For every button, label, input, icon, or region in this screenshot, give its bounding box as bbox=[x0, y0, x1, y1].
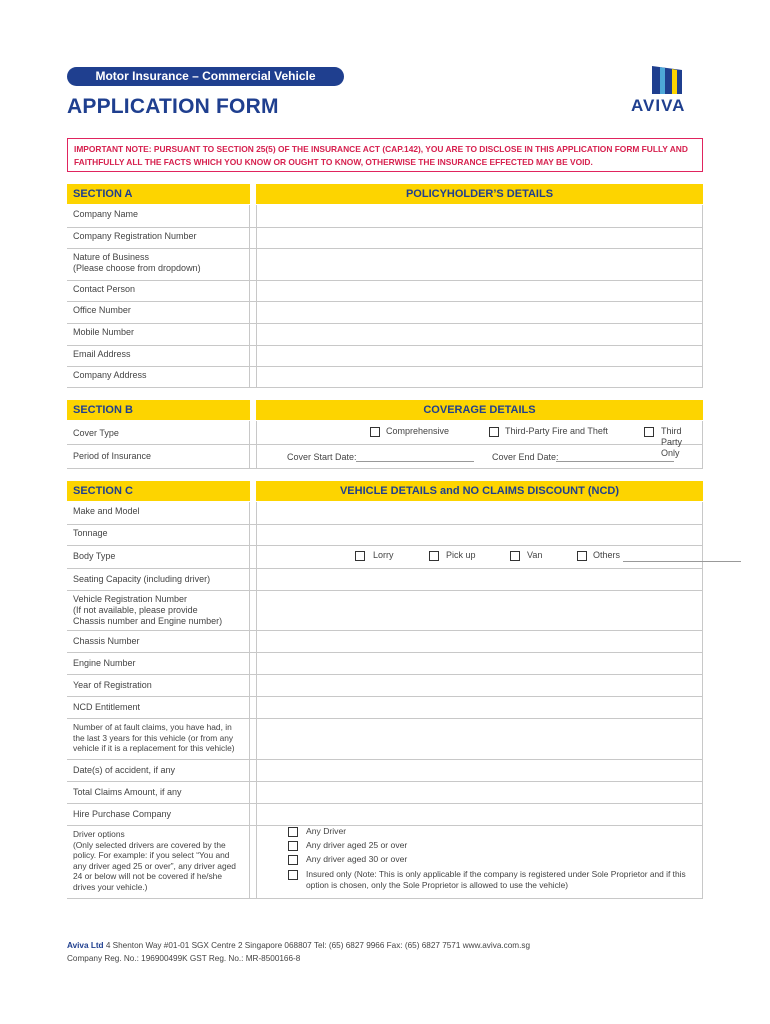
driver-row bbox=[67, 825, 703, 899]
tonnage-label: Tonnage bbox=[67, 524, 250, 545]
hire-label: Hire Purchase Company bbox=[67, 803, 250, 825]
tpft-checkbox[interactable] bbox=[489, 427, 499, 437]
vehicle-reg-label: Vehicle Registration Number (If not available, please provide Chassis number and Engine number) bbox=[67, 590, 250, 630]
van-label: Van bbox=[527, 550, 543, 560]
insured-only-checkbox[interactable] bbox=[288, 870, 298, 880]
comprehensive-label: Comprehensive bbox=[386, 426, 450, 436]
email-field[interactable] bbox=[256, 345, 703, 366]
others-field[interactable] bbox=[623, 561, 741, 562]
vehicle-reg-row bbox=[67, 590, 703, 631]
others-checkbox[interactable] bbox=[577, 551, 587, 561]
footer-reg: Company Reg. No.: 196900499K GST Reg. No.: MR-8500166-8 bbox=[67, 954, 301, 963]
company-reg-field[interactable] bbox=[256, 227, 703, 248]
company-name-label: Company Name bbox=[67, 205, 250, 227]
logo-text: AVIVA bbox=[631, 96, 686, 115]
cover-type-label: Cover Type bbox=[67, 421, 250, 444]
body-type-options bbox=[256, 545, 703, 568]
chassis-field[interactable] bbox=[256, 630, 703, 652]
any-driver-checkbox[interactable] bbox=[288, 827, 298, 837]
period-row bbox=[67, 444, 703, 469]
company-reg-row bbox=[67, 227, 703, 249]
driver-30-checkbox[interactable] bbox=[288, 855, 298, 865]
van-checkbox[interactable] bbox=[510, 551, 520, 561]
year-row bbox=[67, 674, 703, 697]
section-a-label: SECTION A bbox=[67, 184, 250, 204]
engine-row bbox=[67, 652, 703, 675]
hire-row bbox=[67, 803, 703, 826]
address-row bbox=[67, 366, 703, 388]
office-row bbox=[67, 301, 703, 324]
section-a-title: POLICYHOLDER’S DETAILS bbox=[256, 184, 703, 204]
start-date-label: Cover Start Date: bbox=[287, 452, 357, 462]
nature-label: Nature of Business (Please choose from dropdown) bbox=[67, 248, 250, 280]
total-row bbox=[67, 781, 703, 804]
section-c-label: SECTION C bbox=[67, 481, 250, 501]
company-name-row bbox=[67, 205, 703, 228]
tpft-label: Third-Party Fire and Theft bbox=[505, 426, 608, 436]
driver-25-checkbox[interactable] bbox=[288, 841, 298, 851]
driver-label: Driver options (Only selected drivers are covered by the policy. For example: if you select “You and any driver aged 25 or over”, any driver aged 24 or below will not be covered if he/she drives your vehicle.) bbox=[67, 825, 250, 898]
start-date-field[interactable] bbox=[356, 461, 474, 462]
address-label: Company Address bbox=[67, 366, 250, 387]
claims-field[interactable] bbox=[256, 718, 703, 759]
chassis-label: Chassis Number bbox=[67, 630, 250, 652]
ncd-field[interactable] bbox=[256, 696, 703, 718]
end-date-field[interactable] bbox=[556, 461, 674, 462]
pickup-checkbox[interactable] bbox=[429, 551, 439, 561]
seating-row bbox=[67, 568, 703, 591]
address-field[interactable] bbox=[256, 366, 703, 387]
contact-label: Contact Person bbox=[67, 280, 250, 301]
important-note: IMPORTANT NOTE: PURSUANT TO SECTION 25(5) OF THE INSURANCE ACT (CAP.142), YOU ARE TO DISCLOSE IN THIS APPLICATION FORM FULLY AND FAITHFULLY ALL THE FACTS WHICH YOU KNOW OR OUGHT TO KNOW, OTHERWISE THE INSURANCE EFFECTED MAY BE VOID. bbox=[67, 138, 703, 172]
form-category-pill: Motor Insurance – Commercial Vehicle bbox=[67, 67, 344, 86]
lorry-label: Lorry bbox=[373, 550, 394, 560]
contact-field[interactable] bbox=[256, 280, 703, 301]
claims-label: Number of at fault claims, you have had, in the last 3 years for this vehicle (or from any vehicle if it is a replacement for this vehicle) bbox=[67, 718, 250, 759]
email-label: Email Address bbox=[67, 345, 250, 366]
mobile-row bbox=[67, 323, 703, 346]
any-driver-label: Any Driver bbox=[306, 826, 347, 836]
section-c-title: VEHICLE DETAILS and NO CLAIMS DISCOUNT (NCD) bbox=[256, 481, 703, 501]
insured-only-label: Insured only (Note: This is only applicable if the company is registered under Sole Proprietor and if this option is chosen, only the Sole Proprietor is allowed to use the vehicle) bbox=[306, 869, 686, 890]
company-name-field[interactable] bbox=[256, 205, 703, 227]
body-type-row bbox=[67, 545, 703, 569]
section-b-title: COVERAGE DETAILS bbox=[256, 400, 703, 420]
footer-address-text: 4 Shenton Way #01-01 SGX Centre 2 Singapore 068807 Tel: (65) 6827 9966 Fax: (65) 6827 7571 www.aviva.com.sg bbox=[105, 941, 531, 950]
tonnage-field[interactable] bbox=[256, 524, 703, 545]
mobile-field[interactable] bbox=[256, 323, 703, 345]
engine-field[interactable] bbox=[256, 652, 703, 674]
others-label: Others bbox=[593, 550, 621, 560]
make-label: Make and Model bbox=[67, 502, 250, 524]
chassis-row bbox=[67, 630, 703, 653]
mobile-label: Mobile Number bbox=[67, 323, 250, 345]
seating-label: Seating Capacity (including driver) bbox=[67, 568, 250, 590]
nature-row bbox=[67, 248, 703, 281]
body-type-label: Body Type bbox=[67, 545, 250, 568]
lorry-checkbox[interactable] bbox=[355, 551, 365, 561]
email-row bbox=[67, 345, 703, 367]
ncd-label: NCD Entitlement bbox=[67, 696, 250, 718]
section-c-header bbox=[67, 481, 703, 501]
end-date-label: Cover End Date: bbox=[492, 452, 559, 462]
contact-row bbox=[67, 280, 703, 302]
driver-30-label: Any driver aged 30 or over bbox=[306, 854, 408, 864]
section-b-label: SECTION B bbox=[67, 400, 250, 420]
tpo-label: Third Party Only bbox=[661, 426, 683, 458]
office-label: Office Number bbox=[67, 301, 250, 323]
ncd-row bbox=[67, 696, 703, 719]
pickup-label: Pick up bbox=[446, 550, 476, 560]
seating-field[interactable] bbox=[256, 568, 703, 590]
make-field[interactable] bbox=[256, 502, 703, 524]
dates-field[interactable] bbox=[256, 759, 703, 781]
tonnage-row bbox=[67, 524, 703, 546]
tpo-checkbox[interactable] bbox=[644, 427, 654, 437]
make-row bbox=[67, 502, 703, 525]
footer-address bbox=[67, 941, 530, 950]
driver-options bbox=[256, 825, 703, 898]
section-b-header bbox=[67, 400, 703, 420]
office-field[interactable] bbox=[256, 301, 703, 323]
vehicle-reg-field[interactable] bbox=[256, 590, 703, 630]
dates-label: Date(s) of accident, if any bbox=[67, 759, 250, 781]
total-label: Total Claims Amount, if any bbox=[67, 781, 250, 803]
driver-25-label: Any driver aged 25 or over bbox=[306, 840, 408, 850]
period-fields bbox=[256, 444, 703, 468]
period-label: Period of Insurance bbox=[67, 444, 250, 468]
footer-company: Aviva Ltd bbox=[67, 941, 104, 950]
company-reg-label: Company Registration Number bbox=[67, 227, 250, 248]
claims-row bbox=[67, 718, 703, 760]
year-field[interactable] bbox=[256, 674, 703, 696]
year-label: Year of Registration bbox=[67, 674, 250, 696]
hire-field[interactable] bbox=[256, 803, 703, 825]
dates-row bbox=[67, 759, 703, 782]
total-field[interactable] bbox=[256, 781, 703, 803]
section-a-header bbox=[67, 184, 703, 204]
page-title: APPLICATION FORM bbox=[67, 95, 279, 118]
engine-label: Engine Number bbox=[67, 652, 250, 674]
comprehensive-checkbox[interactable] bbox=[370, 427, 380, 437]
nature-dropdown[interactable] bbox=[256, 248, 703, 280]
